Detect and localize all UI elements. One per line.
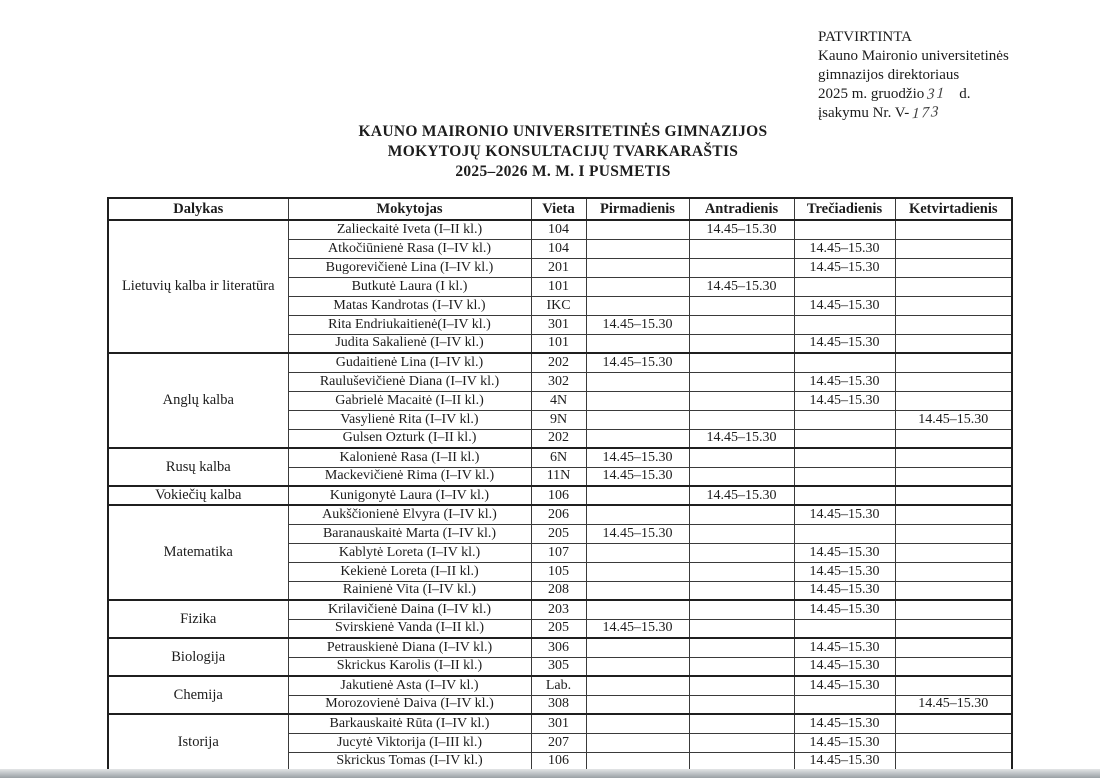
teacher-cell: Kunigonytė Laura (I–IV kl.) bbox=[288, 486, 531, 505]
time-cell-treciadienis: 14.45–15.30 bbox=[794, 638, 895, 657]
time-cell-pirmadienis bbox=[586, 562, 689, 581]
approval-line-patvirtinta: PATVIRTINTA bbox=[818, 29, 913, 45]
teacher-cell: Skrickus Karolis (I–II kl.) bbox=[288, 657, 531, 676]
time-cell-treciadienis: 14.45–15.30 bbox=[794, 562, 895, 581]
teacher-cell: Barkauskaitė Rūta (I–IV kl.) bbox=[288, 714, 531, 733]
time-cell-ketvirtadienis bbox=[895, 391, 1012, 410]
time-cell-antradienis bbox=[689, 391, 794, 410]
subject-cell: Biologija bbox=[108, 638, 288, 676]
time-cell-pirmadienis bbox=[586, 410, 689, 429]
time-cell-antradienis bbox=[689, 600, 794, 619]
time-cell-pirmadienis bbox=[586, 391, 689, 410]
time-cell-antradienis: 14.45–15.30 bbox=[689, 220, 794, 239]
teacher-cell: Morozovienė Daiva (I–IV kl.) bbox=[288, 695, 531, 714]
room-cell: IKC bbox=[531, 296, 586, 315]
teacher-cell: Matas Kandrotas (I–IV kl.) bbox=[288, 296, 531, 315]
room-cell: Lab. bbox=[531, 676, 586, 695]
room-cell: 11N bbox=[531, 467, 586, 486]
time-cell-treciadienis: 14.45–15.30 bbox=[794, 334, 895, 353]
time-cell-treciadienis: 14.45–15.30 bbox=[794, 714, 895, 733]
teacher-cell: Skrickus Tomas (I–IV kl.) bbox=[288, 752, 531, 771]
teacher-cell: Zalieckaitė Iveta (I–II kl.) bbox=[288, 220, 531, 239]
column-header-pirmadienis: Pirmadienis bbox=[586, 198, 689, 220]
room-cell: 101 bbox=[531, 334, 586, 353]
teacher-cell: Kekienė Loreta (I–II kl.) bbox=[288, 562, 531, 581]
time-cell-ketvirtadienis bbox=[895, 657, 1012, 676]
time-cell-pirmadienis bbox=[586, 372, 689, 391]
room-cell: 301 bbox=[531, 714, 586, 733]
time-cell-treciadienis: 14.45–15.30 bbox=[794, 657, 895, 676]
time-cell-ketvirtadienis bbox=[895, 733, 1012, 752]
subject-cell: Rusų kalba bbox=[108, 448, 288, 486]
room-cell: 302 bbox=[531, 372, 586, 391]
time-cell-pirmadienis bbox=[586, 638, 689, 657]
room-cell: 105 bbox=[531, 562, 586, 581]
time-cell-antradienis bbox=[689, 524, 794, 543]
time-cell-pirmadienis bbox=[586, 486, 689, 505]
time-cell-ketvirtadienis: 14.45–15.30 bbox=[895, 695, 1012, 714]
time-cell-treciadienis: 14.45–15.30 bbox=[794, 733, 895, 752]
room-cell: 104 bbox=[531, 220, 586, 239]
teacher-cell: Gulsen Ozturk (I–II kl.) bbox=[288, 429, 531, 448]
subject-cell: Fizika bbox=[108, 600, 288, 638]
schedule-row bbox=[108, 505, 1012, 524]
time-cell-antradienis bbox=[689, 543, 794, 562]
room-cell: 208 bbox=[531, 581, 586, 600]
teacher-cell: Gabrielė Macaitė (I–II kl.) bbox=[288, 391, 531, 410]
teacher-cell: Bugorevičienė Lina (I–IV kl.) bbox=[288, 258, 531, 277]
scan-bottom-edge bbox=[0, 769, 1100, 778]
time-cell-treciadienis bbox=[794, 619, 895, 638]
time-cell-ketvirtadienis bbox=[895, 448, 1012, 467]
room-cell: 202 bbox=[531, 353, 586, 372]
teacher-cell: Butkutė Laura (I kl.) bbox=[288, 277, 531, 296]
time-cell-pirmadienis bbox=[586, 429, 689, 448]
time-cell-ketvirtadienis bbox=[895, 239, 1012, 258]
time-cell-ketvirtadienis bbox=[895, 524, 1012, 543]
time-cell-pirmadienis: 14.45–15.30 bbox=[586, 524, 689, 543]
teacher-cell: Atkočiūnienė Rasa (I–IV kl.) bbox=[288, 239, 531, 258]
time-cell-antradienis bbox=[689, 505, 794, 524]
schedule-row bbox=[108, 600, 1012, 619]
subject-cell: Lietuvių kalba ir literatūra bbox=[108, 220, 288, 353]
time-cell-ketvirtadienis bbox=[895, 429, 1012, 448]
teacher-cell: Kalonienė Rasa (I–II kl.) bbox=[288, 448, 531, 467]
subject-cell: Istorija bbox=[108, 714, 288, 771]
time-cell-ketvirtadienis bbox=[895, 258, 1012, 277]
time-cell-treciadienis bbox=[794, 410, 895, 429]
time-cell-antradienis bbox=[689, 695, 794, 714]
title-line-subject: MOKYTOJŲ KONSULTACIJŲ TVARKARAŠTIS bbox=[387, 143, 739, 160]
time-cell-treciadienis: 14.45–15.30 bbox=[794, 581, 895, 600]
time-cell-ketvirtadienis bbox=[895, 315, 1012, 334]
time-cell-pirmadienis bbox=[586, 543, 689, 562]
room-cell: 101 bbox=[531, 277, 586, 296]
time-cell-pirmadienis: 14.45–15.30 bbox=[586, 467, 689, 486]
consultation-schedule-table bbox=[107, 197, 1013, 772]
subject-cell: Anglų kalba bbox=[108, 353, 288, 448]
subject-cell: Vokiečių kalba bbox=[108, 486, 288, 505]
time-cell-ketvirtadienis bbox=[895, 486, 1012, 505]
time-cell-ketvirtadienis bbox=[895, 600, 1012, 619]
schedule-row bbox=[108, 448, 1012, 467]
teacher-cell: Kablytė Loreta (I–IV kl.) bbox=[288, 543, 531, 562]
time-cell-ketvirtadienis bbox=[895, 372, 1012, 391]
time-cell-antradienis bbox=[689, 657, 794, 676]
time-cell-antradienis bbox=[689, 353, 794, 372]
teacher-cell: Aukščionienė Elvyra (I–IV kl.) bbox=[288, 505, 531, 524]
time-cell-pirmadienis: 14.45–15.30 bbox=[586, 619, 689, 638]
time-cell-ketvirtadienis bbox=[895, 619, 1012, 638]
teacher-cell: Rita Endriukaitienė(I–IV kl.) bbox=[288, 315, 531, 334]
time-cell-antradienis bbox=[689, 467, 794, 486]
subject-cell: Chemija bbox=[108, 676, 288, 714]
time-cell-ketvirtadienis bbox=[895, 220, 1012, 239]
approval-line-institution: Kauno Maironio universitetinės bbox=[818, 48, 1009, 64]
room-cell: 305 bbox=[531, 657, 586, 676]
time-cell-ketvirtadienis bbox=[895, 543, 1012, 562]
time-cell-treciadienis bbox=[794, 315, 895, 334]
room-cell: 107 bbox=[531, 543, 586, 562]
column-header-antradienis: Antradienis bbox=[689, 198, 794, 220]
time-cell-treciadienis bbox=[794, 695, 895, 714]
time-cell-pirmadienis bbox=[586, 220, 689, 239]
time-cell-ketvirtadienis bbox=[895, 334, 1012, 353]
schedule-row bbox=[108, 353, 1012, 372]
time-cell-antradienis bbox=[689, 638, 794, 657]
teacher-cell: Judita Sakalienė (I–IV kl.) bbox=[288, 334, 531, 353]
time-cell-pirmadienis bbox=[586, 239, 689, 258]
schedule-row bbox=[108, 638, 1012, 657]
time-cell-pirmadienis bbox=[586, 695, 689, 714]
room-cell: 106 bbox=[531, 486, 586, 505]
time-cell-antradienis: 14.45–15.30 bbox=[689, 429, 794, 448]
time-cell-treciadienis: 14.45–15.30 bbox=[794, 391, 895, 410]
time-cell-pirmadienis bbox=[586, 296, 689, 315]
room-cell: 308 bbox=[531, 695, 586, 714]
room-cell: 205 bbox=[531, 619, 586, 638]
room-cell: 301 bbox=[531, 315, 586, 334]
column-header-vieta: Vieta bbox=[531, 198, 586, 220]
time-cell-ketvirtadienis bbox=[895, 581, 1012, 600]
time-cell-antradienis bbox=[689, 733, 794, 752]
time-cell-treciadienis bbox=[794, 353, 895, 372]
column-header-dalykas: Dalykas bbox=[108, 198, 288, 220]
time-cell-ketvirtadienis bbox=[895, 277, 1012, 296]
teacher-cell: Petrauskienė Diana (I–IV kl.) bbox=[288, 638, 531, 657]
time-cell-antradienis bbox=[689, 448, 794, 467]
time-cell-antradienis bbox=[689, 619, 794, 638]
time-cell-antradienis bbox=[689, 296, 794, 315]
time-cell-treciadienis bbox=[794, 448, 895, 467]
handwritten-order-number: 173 bbox=[911, 103, 942, 123]
teacher-cell: Gudaitienė Lina (I–IV kl.) bbox=[288, 353, 531, 372]
teacher-cell: Jucytė Viktorija (I–III kl.) bbox=[288, 733, 531, 752]
time-cell-treciadienis bbox=[794, 429, 895, 448]
approval-line-director: gimnazijos direktoriaus bbox=[818, 67, 960, 83]
teacher-cell: Vasylienė Rita (I–IV kl.) bbox=[288, 410, 531, 429]
room-cell: 206 bbox=[531, 505, 586, 524]
teacher-cell: Rauluševičienė Diana (I–IV kl.) bbox=[288, 372, 531, 391]
time-cell-antradienis bbox=[689, 581, 794, 600]
schedule-row bbox=[108, 486, 1012, 505]
teacher-cell: Svirskienė Vanda (I–II kl.) bbox=[288, 619, 531, 638]
teacher-cell: Rainienė Vita (I–IV kl.) bbox=[288, 581, 531, 600]
time-cell-pirmadienis bbox=[586, 657, 689, 676]
room-cell: 202 bbox=[531, 429, 586, 448]
time-cell-ketvirtadienis bbox=[895, 714, 1012, 733]
table-header-row bbox=[108, 198, 1012, 220]
column-header-treciadienis: Trečiadienis bbox=[794, 198, 895, 220]
time-cell-ketvirtadienis bbox=[895, 467, 1012, 486]
time-cell-ketvirtadienis bbox=[895, 353, 1012, 372]
time-cell-antradienis bbox=[689, 372, 794, 391]
teacher-cell: Mackevičienė Rima (I–IV kl.) bbox=[288, 467, 531, 486]
time-cell-antradienis bbox=[689, 410, 794, 429]
time-cell-treciadienis bbox=[794, 524, 895, 543]
time-cell-pirmadienis bbox=[586, 714, 689, 733]
time-cell-treciadienis: 14.45–15.30 bbox=[794, 239, 895, 258]
time-cell-pirmadienis bbox=[586, 676, 689, 695]
schedule-row bbox=[108, 714, 1012, 733]
subject-cell: Matematika bbox=[108, 505, 288, 600]
approval-date-prefix: 2025 m. gruodžio bbox=[818, 86, 925, 102]
time-cell-pirmadienis bbox=[586, 600, 689, 619]
schedule-row bbox=[108, 676, 1012, 695]
time-cell-pirmadienis bbox=[586, 277, 689, 296]
room-cell: 9N bbox=[531, 410, 586, 429]
room-cell: 4N bbox=[531, 391, 586, 410]
approval-line-order bbox=[818, 104, 1009, 123]
time-cell-pirmadienis: 14.45–15.30 bbox=[586, 315, 689, 334]
time-cell-treciadienis bbox=[794, 220, 895, 239]
time-cell-treciadienis: 14.45–15.30 bbox=[794, 258, 895, 277]
schedule-row bbox=[108, 220, 1012, 239]
title-line-school: KAUNO MAIRONIO UNIVERSITETINĖS GIMNAZIJOS bbox=[358, 123, 768, 140]
time-cell-ketvirtadienis bbox=[895, 505, 1012, 524]
time-cell-antradienis bbox=[689, 562, 794, 581]
approval-block bbox=[818, 28, 1009, 123]
time-cell-antradienis bbox=[689, 714, 794, 733]
time-cell-ketvirtadienis bbox=[895, 296, 1012, 315]
time-cell-ketvirtadienis: 14.45–15.30 bbox=[895, 410, 1012, 429]
room-cell: 104 bbox=[531, 239, 586, 258]
time-cell-antradienis bbox=[689, 315, 794, 334]
time-cell-pirmadienis bbox=[586, 581, 689, 600]
teacher-cell: Krilavičienė Daina (I–IV kl.) bbox=[288, 600, 531, 619]
time-cell-treciadienis: 14.45–15.30 bbox=[794, 543, 895, 562]
room-cell: 306 bbox=[531, 638, 586, 657]
time-cell-pirmadienis: 14.45–15.30 bbox=[586, 353, 689, 372]
teacher-cell: Jakutienė Asta (I–IV kl.) bbox=[288, 676, 531, 695]
time-cell-treciadienis: 14.45–15.30 bbox=[794, 600, 895, 619]
teacher-cell: Baranauskaitė Marta (I–IV kl.) bbox=[288, 524, 531, 543]
time-cell-ketvirtadienis bbox=[895, 562, 1012, 581]
column-header-mokytojas: Mokytojas bbox=[288, 198, 531, 220]
time-cell-antradienis: 14.45–15.30 bbox=[689, 277, 794, 296]
room-cell: 201 bbox=[531, 258, 586, 277]
time-cell-ketvirtadienis bbox=[895, 638, 1012, 657]
time-cell-treciadienis bbox=[794, 467, 895, 486]
approval-order-prefix: įsakymu Nr. V- bbox=[818, 105, 910, 121]
time-cell-treciadienis bbox=[794, 277, 895, 296]
room-cell: 207 bbox=[531, 733, 586, 752]
room-cell: 205 bbox=[531, 524, 586, 543]
column-header-ketvirtadienis: Ketvirtadienis bbox=[895, 198, 1012, 220]
document-title bbox=[107, 122, 1019, 182]
time-cell-pirmadienis bbox=[586, 505, 689, 524]
time-cell-pirmadienis bbox=[586, 733, 689, 752]
time-cell-treciadienis: 14.45–15.30 bbox=[794, 752, 895, 771]
time-cell-treciadienis: 14.45–15.30 bbox=[794, 372, 895, 391]
time-cell-treciadienis bbox=[794, 486, 895, 505]
time-cell-pirmadienis bbox=[586, 258, 689, 277]
time-cell-pirmadienis: 14.45–15.30 bbox=[586, 448, 689, 467]
time-cell-antradienis bbox=[689, 334, 794, 353]
time-cell-treciadienis: 14.45–15.30 bbox=[794, 296, 895, 315]
time-cell-antradienis bbox=[689, 239, 794, 258]
approval-line-date bbox=[818, 85, 1009, 104]
time-cell-treciadienis: 14.45–15.30 bbox=[794, 505, 895, 524]
time-cell-antradienis bbox=[689, 258, 794, 277]
time-cell-ketvirtadienis bbox=[895, 676, 1012, 695]
title-line-period: 2025–2026 M. M. I PUSMETIS bbox=[455, 163, 671, 180]
approval-date-suffix: d. bbox=[959, 86, 971, 102]
time-cell-antradienis: 14.45–15.30 bbox=[689, 486, 794, 505]
room-cell: 106 bbox=[531, 752, 586, 771]
handwritten-day: 31 bbox=[926, 85, 947, 103]
time-cell-treciadienis: 14.45–15.30 bbox=[794, 676, 895, 695]
time-cell-pirmadienis bbox=[586, 334, 689, 353]
room-cell: 203 bbox=[531, 600, 586, 619]
room-cell: 6N bbox=[531, 448, 586, 467]
time-cell-antradienis bbox=[689, 676, 794, 695]
